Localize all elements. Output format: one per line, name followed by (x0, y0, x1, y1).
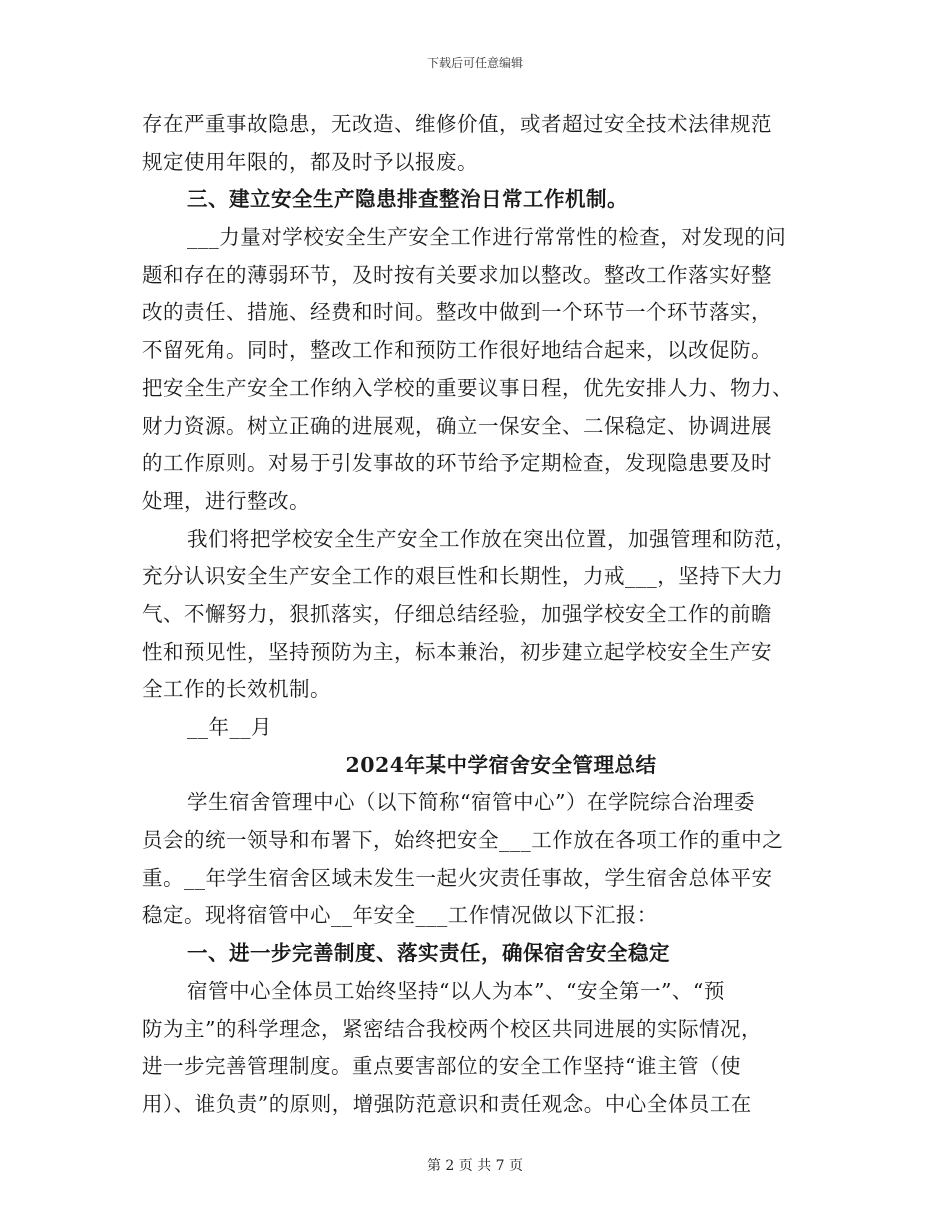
paragraph-line: 用）、谁负责”的原则，增强防范意识和责任观念。中心全体员工在 (142, 1091, 752, 1116)
paragraph-line: 稳定。现将宿管中心__年安全___工作情况做以下汇报： (142, 903, 658, 928)
paragraph-line: 不留死角。同时，整改工作和预防工作很好地结合起来，以改促防。 (142, 338, 772, 363)
document-body (142, 106, 812, 1124)
paragraph-line: 存在严重事故隐患，无改造、维修价值，或者超过安全技术法律规范 (142, 112, 772, 136)
paragraph-line: 规定使用年限的，都及时予以报废。 (142, 149, 478, 174)
page-header: 下载后可任意编辑 (426, 56, 523, 70)
paragraph-line: 进一步完善管理制度。重点要害部位的安全工作坚持“谁主管（使 (142, 1054, 741, 1079)
section-heading: 三、建立安全生产隐患排查整治日常工作机制。 (187, 187, 628, 212)
paragraph-line: 员会的统一领导和布署下，始终把安全___工作放在各项工作的重中之 (142, 828, 784, 853)
paragraph-line: 的工作原则。对易于引发事故的环节给予定期检查，发现隐患要及时 (142, 451, 772, 476)
date-line: __年__月 (187, 715, 272, 739)
paragraph-line: 性和预见性，坚持预防为主，标本兼治，初步建立起学校安全生产安 (142, 639, 772, 664)
paragraph-line: 充分认识安全生产安全工作的艰巨性和长期性，力戒___，坚持下大力 (142, 564, 784, 589)
document-title: 2024年某中学宿舍安全管理总结 (345, 752, 657, 777)
paragraph-line: 财力资源。树立正确的进展观，确立一保安全、二保稳定、协调进展 (142, 413, 772, 438)
paragraph-line: ___力量对学校安全生产安全工作进行常常性的检查，对发现的问 (187, 225, 787, 250)
paragraph-line: 重。__年学生宿舍区域未发生一起火灾责任事故，学生宿舍总体平安 (142, 865, 773, 890)
paragraph-line: 把安全生产安全工作纳入学校的重要议事日程，优先安排人力、物力、 (142, 375, 793, 400)
paragraph-line: 题和存在的薄弱环节，及时按有关要求加以整改。整改工作落实好整 (142, 262, 772, 287)
page-number: 第 2 页 共 7 页 (426, 1158, 524, 1174)
paragraph-line: 我们将把学校安全生产安全工作放在突出位置，加强管理和防范， (187, 526, 796, 551)
paragraph-line: 气、不懈努力，狠抓落实，仔细总结经验，加强学校安全工作的前瞻 (142, 601, 772, 626)
section-heading: 一、进一步完善制度、落实责任，确保宿舍安全稳定 (187, 941, 670, 966)
paragraph-line: 处理，进行整改。 (142, 488, 310, 513)
paragraph-line: 全工作的长效机制。 (142, 677, 331, 702)
paragraph-line: 防为主”的科学理念，紧密结合我校两个校区共同进展的实际情况， (142, 1016, 762, 1041)
paragraph-line: 宿管中心全体员工始终坚持“以人为本”、“安全第一”、“预 (187, 978, 725, 1003)
paragraph-line: 学生宿舍管理中心（以下简称“宿管中心”）在学院综合治理委 (187, 790, 755, 815)
paragraph-line: 改的责任、措施、经费和时间。整改中做到一个环节一个环节落实， (142, 300, 772, 325)
